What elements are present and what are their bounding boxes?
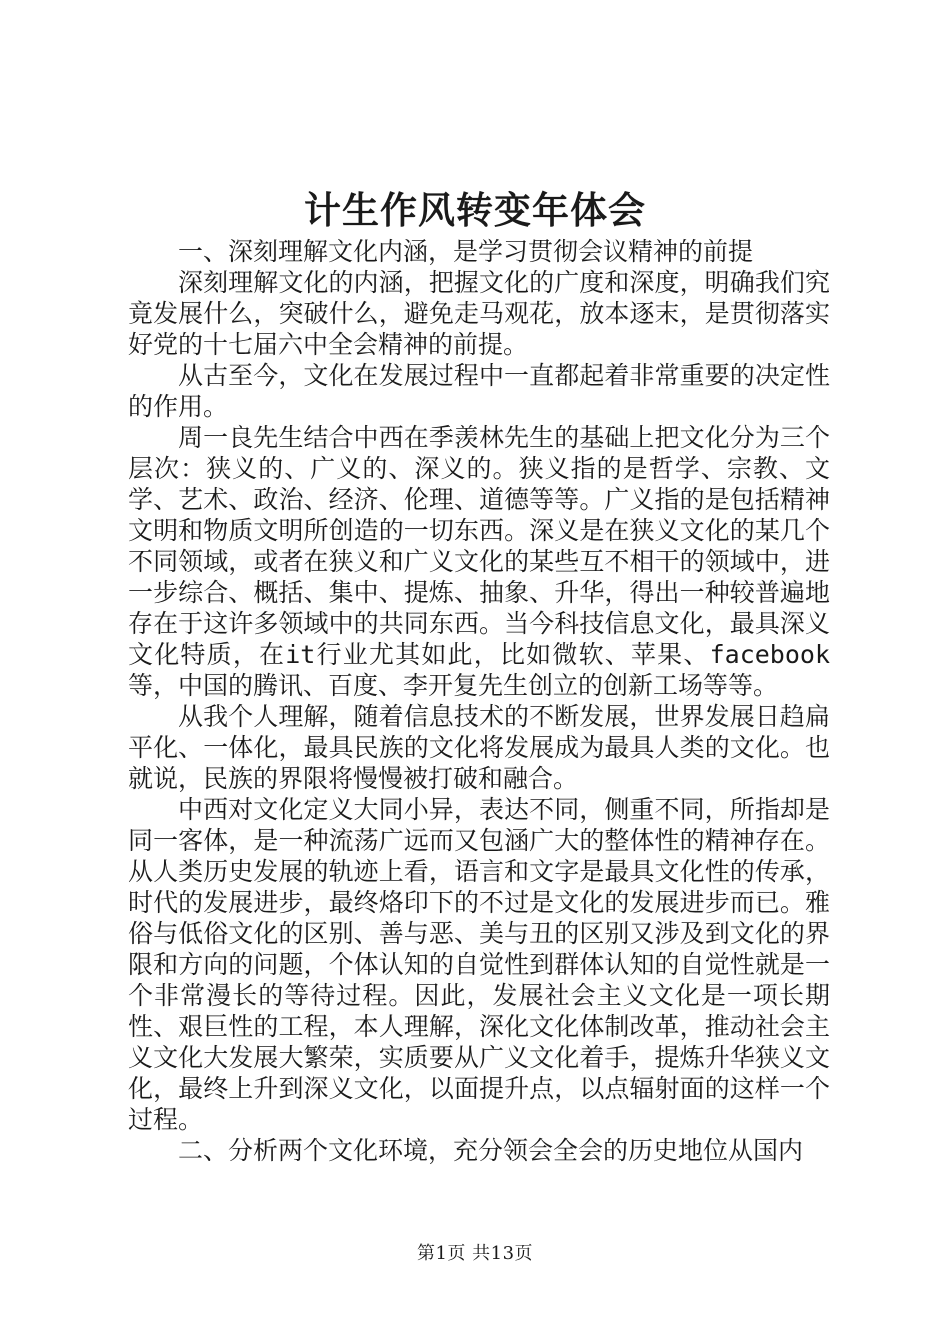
paragraph: 深刻理解文化的内涵，把握文化的广度和深度，明确我们究竟发展什么，突破什么，避免走马观花，放本逐末，是贯彻落实好党的十七届六中全会精神的前提。 xyxy=(128,268,830,359)
section-heading-2: 二、分析两个文化环境，充分领会全会的历史地位从国内 xyxy=(178,1136,804,1165)
page-footer: 第1页 共13页 xyxy=(416,1243,534,1264)
paragraph: 从古至今，文化在发展过程中一直都起着非常重要的决定性的作用。 xyxy=(128,361,830,421)
document-body xyxy=(128,236,830,1166)
paragraph: 周一良先生结合中西在季羡林先生的基础上把文化分为三个层次：狭义的、广义的、深义的。狭义指的是哲学、宗教、文学、艺术、政治、经济、伦理、道德等等。广义指的是包括精神文明和物质文明所创造的一切东西。深义是在狭义文化的某几个不同领域，或者在狭义和广义文化的某些互不相干的领域中，进一步综合、概括、集中、提炼、抽象、升华，得出一种较普遍地存在于这许多领域中的共同东西。当今科技信息文化，最具深义文化特质，在it行业尤其如此，比如微软、苹果、facebook等，中国的腾讯、百度、李开复先生创立的创新工场等等。 xyxy=(128,423,830,700)
paragraph: 从我个人理解，随着信息技术的不断发展，世界发展日趋扁平化、一体化，最具民族的文化将发展成为最具人类的文化。也就说，民族的界限将慢慢被打破和融合。 xyxy=(128,702,830,793)
section-heading-1: 一、深刻理解文化内涵，是学习贯彻会议精神的前提 xyxy=(178,237,754,266)
paragraph: 中西对文化定义大同小异，表达不同，侧重不同，所指却是同一客体，是一种流荡广远而又包涵广大的整体性的精神存在。从人类历史发展的轨迹上看，语言和文字是最具文化性的传承，时代的发展进步，最终烙印下的不过是文化的发展进步而已。雅俗与低俗文化的区别、善与恶、美与丑的区别又涉及到文化的界限和方向的问题，个体认知的自觉性到群体认知的自觉性就是一个非常漫长的等待过程。因此，发展社会主义文化是一项长期性、艰巨性的工程，本人理解，深化文化体制改革，推动社会主义文化大发展大繁荣，实质要从广义文化着手，提炼升华狭义文化，最终上升到深义文化，以面提升点，以点辐射面的这样一个过程。 xyxy=(128,795,830,1134)
document-title: 计生作风转变年体会 xyxy=(304,188,646,232)
